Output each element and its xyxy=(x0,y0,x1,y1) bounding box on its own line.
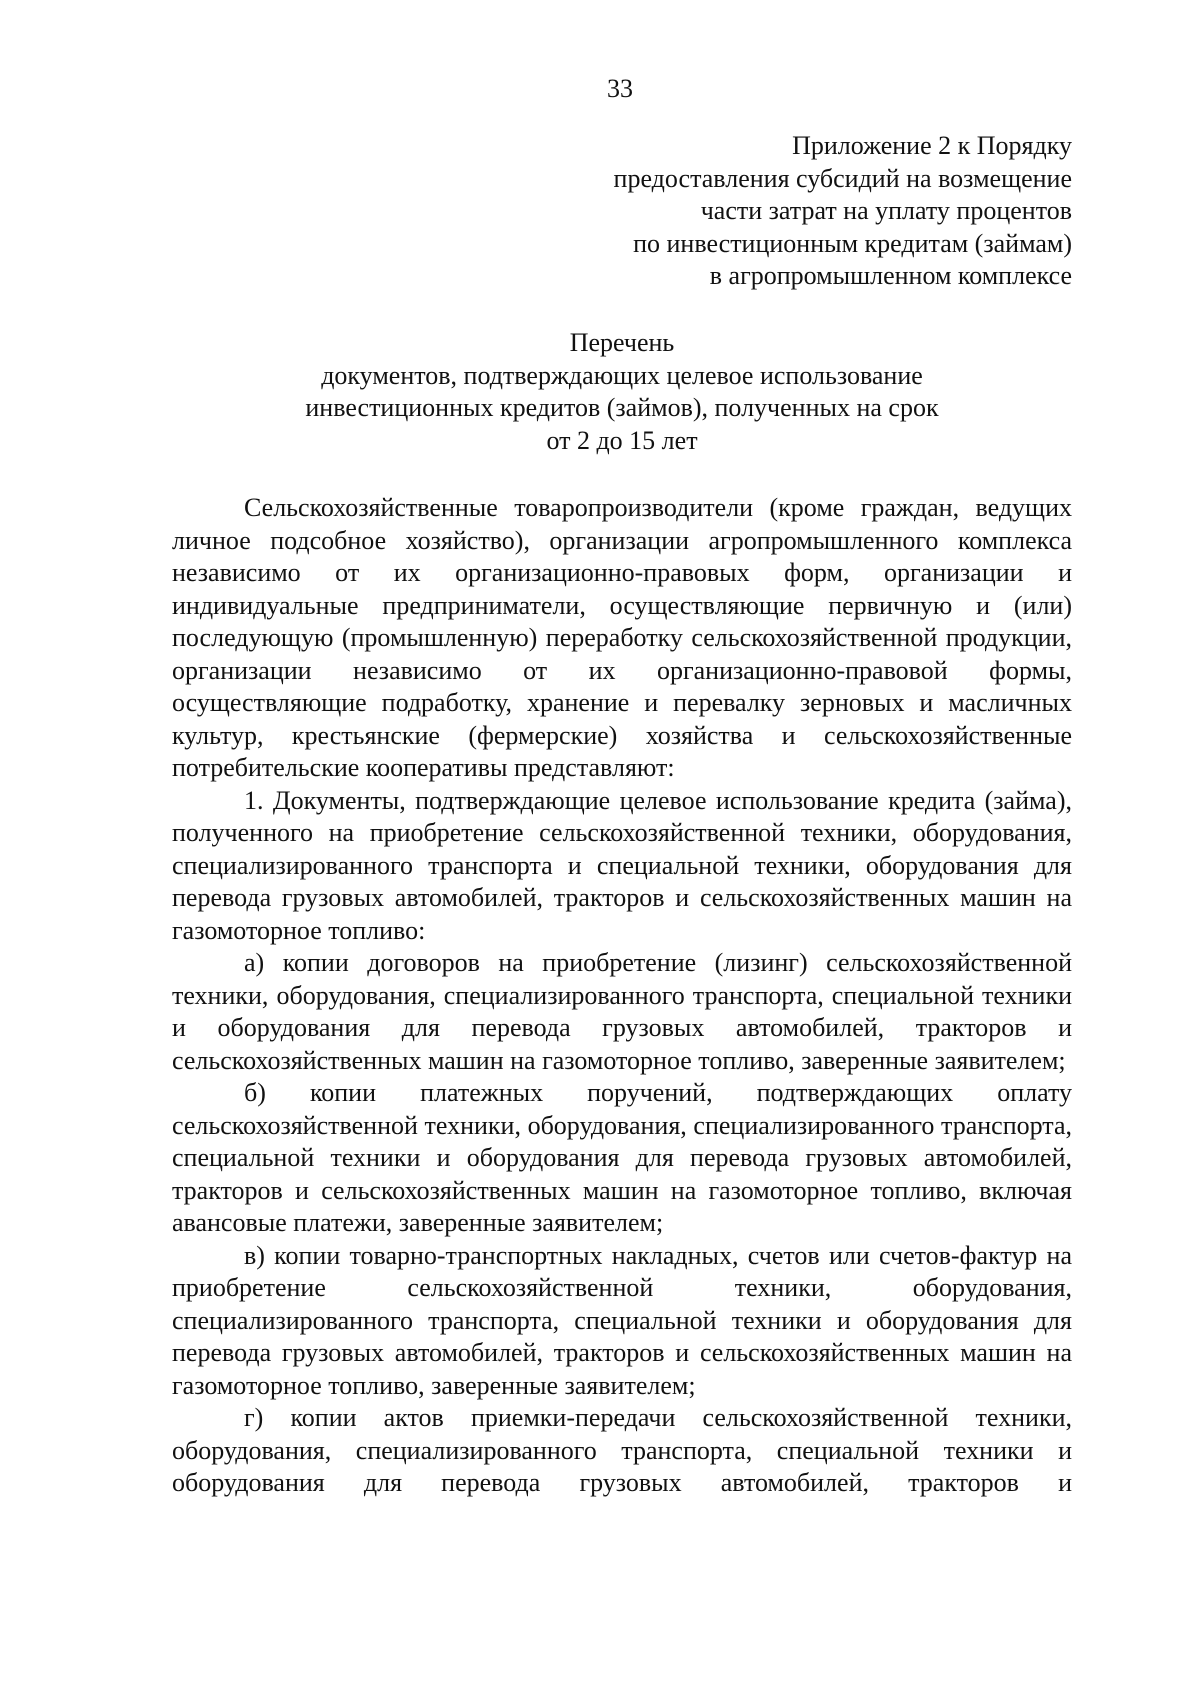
item-b-paragraph: б) копии платежных поручений, подтверждающих оплату сельскохозяйственной техники, оборудования, специализированного транспорта, специальной техники и оборудования для перевода грузовых автомобилей, тракторов и сельскохозяйственных машин на газомоторное топливо, включая авансовые платежи, заверенные заявителем; xyxy=(172,1078,1072,1237)
item-1-paragraph: 1. Документы, подтверждающие целевое использование кредита (займа), полученного на приобретение сельскохозяйственной техники, оборудования, специализированного транспорта и специальной техники, оборудования для перевода грузовых автомобилей, тракторов и сельскохозяйственных машин на газомоторное топливо: xyxy=(172,785,1072,945)
appendix-line: в агропромышленном комплексе xyxy=(709,261,1072,290)
item-a-paragraph: а) копии договоров на приобретение (лизинг) сельскохозяйственной техники, оборудования, специализированного транспорта, специальной техники и оборудования для перевода грузовых автомобилей, тракторов и сельскохозяйственных машин на газомоторное топливо, заверенные заявителем; xyxy=(172,948,1072,1075)
document-title xyxy=(172,327,1072,457)
appendix-line: части затрат на уплату процентов xyxy=(700,196,1072,225)
page-number: 33 xyxy=(607,74,633,103)
appendix-line: Приложение 2 к Порядку xyxy=(792,131,1072,160)
title-line: инвестиционных кредитов (займов), полученных на срок xyxy=(305,393,939,422)
appendix-line: по инвестиционным кредитам (займам) xyxy=(633,228,1072,258)
item-v-paragraph: в) копии товарно-транспортных накладных, счетов или счетов-фактур на приобретение сельскохозяйственной техники, оборудования, специализированного транспорта, специальной техники и оборудования для перевода грузовых автомобилей, тракторов и сельскохозяйственных машин на газомоторное топливо, заверенные заявителем; xyxy=(172,1240,1072,1400)
title-heading: Перечень xyxy=(569,328,675,357)
appendix-reference xyxy=(512,130,1072,293)
item-g-paragraph: г) копии актов приемки-передачи сельскохозяйственной техники, оборудования, специализированного транспорта, специальной техники и оборудования для перевода грузовых автомобилей, тракторов и xyxy=(172,1403,1072,1497)
title-line: документов, подтверждающих целевое использование xyxy=(321,360,923,390)
appendix-line: предоставления субсидий на возмещение xyxy=(613,163,1072,193)
document-body xyxy=(172,492,1072,1500)
title-line: от 2 до 15 лет xyxy=(546,425,698,455)
intro-paragraph: Сельскохозяйственные товаропроизводители (кроме граждан, ведущих личное подсобное хозяйство), организации агропромышленного комплекса независимо от их организационно-правовых форм, организации и индивидуальные предприниматели, осуществляющие первичную и (или) последующую (промышленную) переработку сельскохозяйственной продукции, организации независимо от их организационно-правовой формы, осуществляющие подработку, хранение и перевалку зерновых и масличных культур, крестьянские (фермерские) хозяйства и сельскохозяйственные потребительские кооперативы представляют: xyxy=(172,493,1072,782)
